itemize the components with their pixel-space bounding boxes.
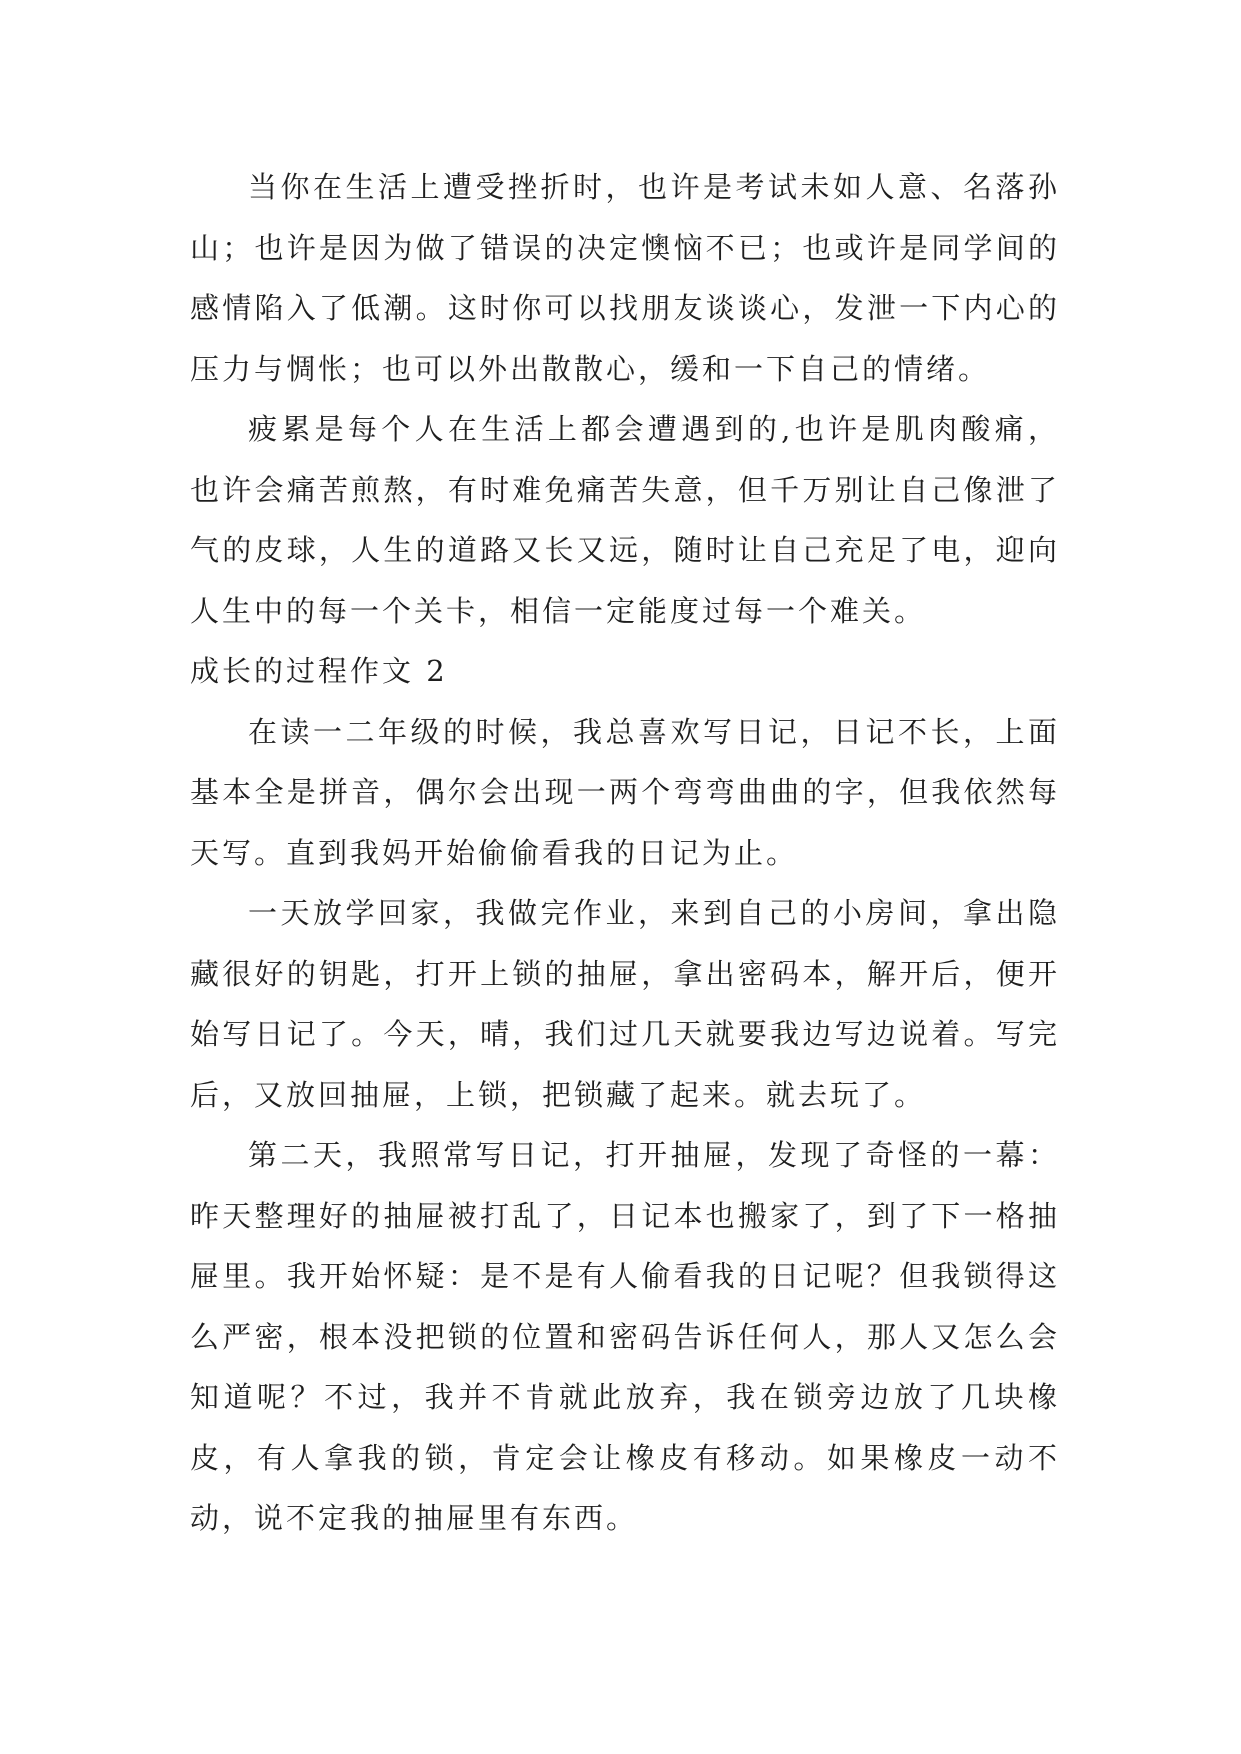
paragraph-diary-suspicion: 第二天，我照常写日记，打开抽屉，发现了奇怪的一幕：昨天整理好的抽屉被打乱了，日记本也搬家了，到了下一格抽屉里。我开始怀疑：是不是有人偷看我的日记呢？但我锁得这么严密，根本没把锁的位置和密码告诉任何人，那人又怎么会知道呢？不过，我并不肯就此放弃，我在锁旁边放了几块橡皮，有人拿我的锁，肯定会让橡皮有移动。如果橡皮一动不动，说不定我的抽屉里有东西。 [190, 1138, 1060, 1535]
paragraph-diary-routine: 一天放学回家，我做完作业，来到自己的小房间，拿出隐藏很好的钥匙，打开上锁的抽屉，拿出密码本，解开后，便开始写日记了。今天，晴，我们过几天就要我边写边说着。写完后，又放回抽屉，上锁，把锁藏了起来。就去玩了。 [190, 896, 1060, 1112]
paragraph-setback: 当你在生活上遭受挫折时，也许是考试未如人意、名落孙山；也许是因为做了错误的决定懊恼不已；也或许是同学间的感情陷入了低潮。这时你可以找朋友谈谈心，发泄一下内心的压力与惆怅；也可以外出散散心，缓和一下自己的情绪。 [190, 170, 1060, 386]
section-title: 成长的过程作文 2 [190, 654, 448, 688]
paragraph-fatigue: 疲累是每个人在生活上都会遭遇到的,也许是肌肉酸痛，也许会痛苦煎熬，有时难免痛苦失意，但千万别让自己像泄了气的皮球，人生的道路又长又远，随时让自己充足了电，迎向人生中的每一个关卡，相信一定能度过每一个难关。 [190, 412, 1060, 628]
document-body [190, 157, 1060, 1549]
paragraph-diary-intro: 在读一二年级的时候，我总喜欢写日记，日记不长，上面基本全是拼音，偶尔会出现一两个弯弯曲曲的字，但我依然每天写。直到我妈开始偷偷看我的日记为止。 [190, 714, 1060, 870]
